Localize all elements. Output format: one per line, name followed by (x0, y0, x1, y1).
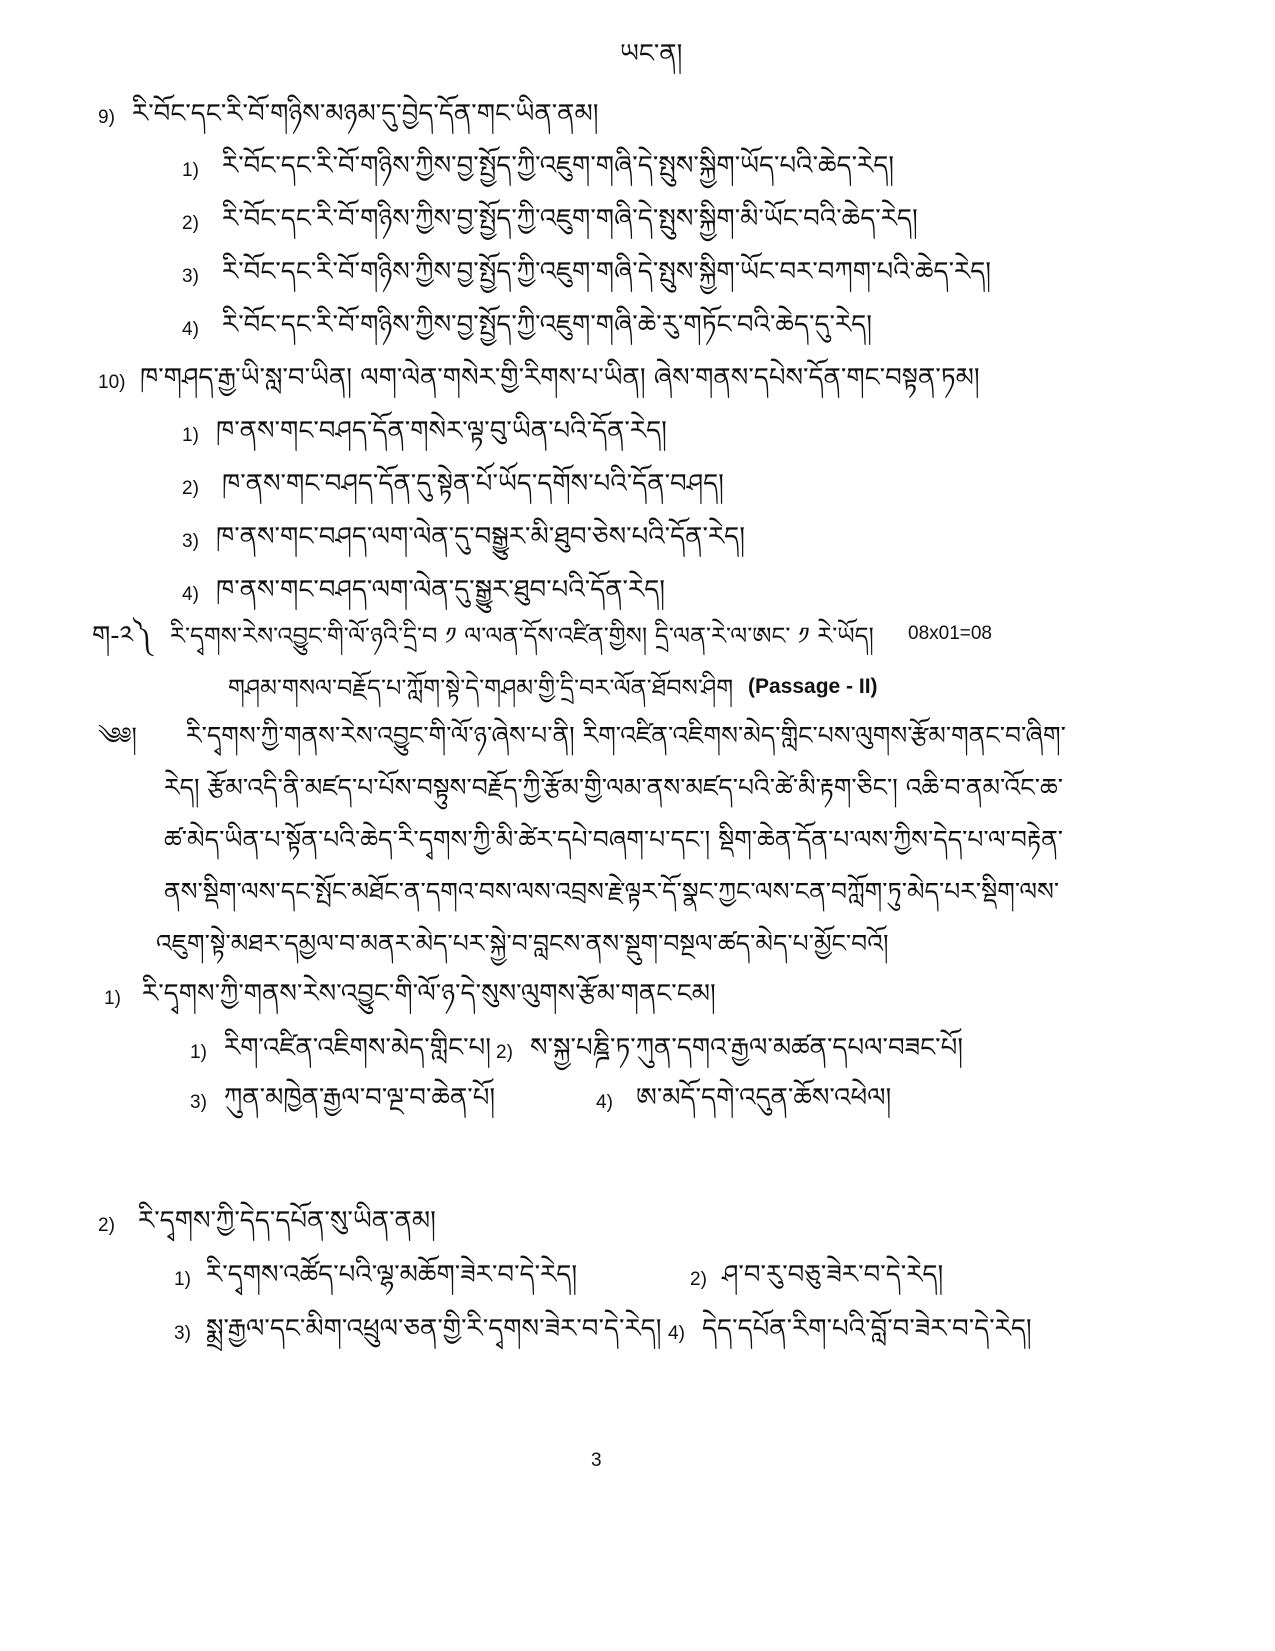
page-header-title: ཡང་ན། (620, 39, 683, 69)
question-10-text: ཁ་གཤད་རྒྱ་ཡི་སླ་བ་ཡིན། ལག་ལེན་གསེར་གྱི་རིགས་པ་ཡིན། ཞེས་གནས་དཔེས་དོན་གང་བསྟན་ཏམ། (140, 363, 980, 393)
passage-label: (Passage - II) (748, 675, 878, 698)
passage-line-2: རེད། རྩོམ་འདི་ནི་མཛད་པ་པོས་བསྟུས་བརྗོད་ཀྱི་རྩོམ་གྱི་ལམ་ནས་མཛད་པའི་ཚེ་མི་རྟག་ཅིང་། འཆི་བ་ནམ་འོང་ཆ་ (164, 773, 1064, 802)
q9-option-1-text: རི་བོང་དང་རི་བོ་གཉིས་ཀྱིས་བྱ་སྤྱོད་ཀྱི་འཇུག་གཞི་དེ་སྤུས་སྐྱིག་ཡོད་པའི་ཆེད་རེད། (222, 151, 895, 181)
passage-line-5: འཇུག་སྟེ་མཐར་དམྱལ་བ་མནར་མེད་པར་སྐྱེ་བ་བླངས་ནས་སྡུག་བསྔལ་ཚད་མེད་པ་མྱོང་བའོ། (156, 929, 889, 958)
pq1-option-3-number: 3) (190, 1092, 207, 1113)
passage-line-4: ནས་སྡིག་ལས་དང་སྤོང་མཐོང་ན་དགའ་བས་ལས་འབྲས་རྗེ་ལྟར་དོ་སྣང་ཀྱང་ལས་ངན་བཀློག་ཏུ་མེད་པར་སྡིག་ལས་ (164, 877, 1060, 906)
q10-option-2-number: 2) (182, 478, 199, 499)
pq1-option-2-text: ས་སྐྱ་པཎྜི་ཏ་ཀུན་དགའ་རྒྱལ་མཚན་དཔལ་བཟང་པོ། (530, 1033, 964, 1063)
page-number: 3 (591, 1450, 602, 1471)
pq1-option-4-text: ཨ་མདོ་དགེ་འདུན་ཆོས་འཕེལ། (636, 1083, 892, 1113)
q10-option-2-text: ཁ་ནས་གང་བཤད་དོན་དུ་སྟེན་པོ་ཡོད་དགོས་པའི་དོན་བཤད། (222, 469, 724, 499)
section-instruction: རི་དྭགས་རེས་འབྱུང་གི་ལོ་ཉའི་དྲི་བ ༡ ལ་ལན་དོས་འཛིན་གྱིས། དྲི་ལན་རེ་ལ་ཨང་ ༡ རེ་ཡོད། (170, 622, 874, 650)
passage-line-3: ཚ་མེད་ཡིན་པ་སྟོན་པའི་ཆེད་རི་དྭགས་ཀྱི་མི་ཚེར་དཔེ་བཞག་པ་དང་། སྡིག་ཆེན་དོན་པ་ལས་ཀྱིས་དེད་པ་ལ་བརྟེན་ (164, 825, 1063, 854)
section-marks: 08x01=08 (908, 623, 992, 644)
pq1-option-1-text: རིག་འཛིན་འཇིགས་མེད་གླིང་པ། (224, 1033, 491, 1063)
pq2-option-1-text: རི་དྭགས་འཚོད་པའི་ལྷ་མཆོག་ཟེར་བ་དེ་རེད། (206, 1260, 578, 1290)
passage-line-1: རི་དྭགས་ཀྱི་གནས་རེས་འབྱུང་གི་ལོ་ཉ་ཞེས་པ་ནི། རིག་འཛིན་འཇིགས་མེད་གླིང་པས་ལུགས་རྩོམ་གནང་བ་ཞིག་ (186, 721, 1066, 750)
pq2-option-2-text: ཤ་བ་རུ་བཅུ་ཟེར་བ་དེ་རེད། (722, 1260, 944, 1290)
q9-option-1-number: 1) (182, 160, 199, 181)
pq2-option-1-number: 1) (174, 1269, 191, 1290)
passage-question-1-text: རི་དྭགས་ཀྱི་གནས་རེས་འབྱུང་གི་ལོ་ཉ་དེ་སུས་ལུགས་རྩོམ་གནང་ངམ། (142, 979, 716, 1009)
q10-option-3-number: 3) (182, 531, 199, 552)
question-9-text: རི་བོང་དང་རི་བོ་གཉིས་མཉམ་དུ་བྱེད་དོན་གང་ཡིན་ནམ། (132, 99, 599, 129)
pq1-option-3-text: ཀུན་མཁྱེན་རྒྱལ་བ་ལྔ་བ་ཆེན་པོ། (224, 1083, 496, 1113)
q10-option-1-text: ཁ་ནས་གང་བཤད་དོན་གསེར་ལྟ་བུ་ཡིན་པའི་དོན་རེད། (216, 416, 667, 446)
q10-option-1-number: 1) (182, 425, 199, 446)
passage-question-2-text: རི་དྭགས་ཀྱི་དེད་དཔོན་སུ་ཡིན་ནམ། (138, 1206, 436, 1236)
q9-option-4-number: 4) (182, 319, 199, 340)
pq2-option-2-number: 2) (690, 1269, 707, 1290)
pq1-option-2-number: 2) (496, 1042, 513, 1063)
q9-option-2-text: རི་བོང་དང་རི་བོ་གཉིས་ཀྱིས་བྱ་སྤྱོད་ཀྱི་འཇུག་གཞི་དེ་སྤུས་སྐྱིག་མི་ཡོང་བའི་ཆེད་རེད། (222, 204, 918, 234)
pq2-option-3-number: 3) (174, 1323, 191, 1344)
q9-option-2-number: 2) (182, 213, 199, 234)
q9-option-3-text: རི་བོང་དང་རི་བོ་གཉིས་ཀྱིས་བྱ་སྤྱོད་ཀྱི་འཇུག་གཞི་དེ་སྤུས་སྐྱིག་ཡོང་བར་བཀག་པའི་ཆེད་རེད། (222, 257, 992, 287)
pq2-option-3-text: སྨྲ་རྒྱལ་དང་མིག་འཕྲུལ་ཅན་གྱི་རི་དྭགས་ཟེར་བ་དེ་རེད། (206, 1314, 662, 1344)
pq2-option-4-text: དེད་དཔོན་རིག་པའི་བློ་བ་ཟེར་བ་དེ་རེད། (702, 1314, 1032, 1344)
passage-question-2-number: 2) (98, 1215, 115, 1236)
q10-option-4-number: 4) (182, 584, 199, 605)
passage-subtitle: གཤམ་གསལ་བརྗོད་པ་ཀློག་སྟེ་དེ་གཤམ་གྱི་དྲི་བར་ལོན་ཐོབས་ཤིག (228, 674, 734, 702)
q9-option-4-text: རི་བོང་དང་རི་བོ་གཉིས་ཀྱིས་བྱ་སྤྱོད་ཀྱི་འཇུག་གཞི་ཆེ་རུ་གཏོང་བའི་ཆེད་དུ་རེད། (222, 310, 873, 340)
question-10-number: 10) (98, 372, 126, 393)
question-9-number: 9) (98, 107, 115, 128)
passage-ornament-icon: ༄༅། (98, 722, 137, 750)
section-label: ག-༢༽ (92, 621, 152, 651)
q10-option-3-text: ཁ་ནས་གང་བཤད་ལག་ལེན་དུ་བསྒྱུར་མི་ཐུབ་ཅེས་པའི་དོན་རེད། (216, 522, 745, 552)
q10-option-4-text: ཁ་ནས་གང་བཤད་ལག་ལེན་དུ་སྒྱུར་ཐུབ་པའི་དོན་རེད། (216, 575, 666, 605)
pq1-option-1-number: 1) (190, 1042, 207, 1063)
pq2-option-4-number: 4) (668, 1323, 685, 1344)
pq1-option-4-number: 4) (596, 1092, 613, 1113)
passage-question-1-number: 1) (104, 988, 121, 1009)
q9-option-3-number: 3) (182, 266, 199, 287)
